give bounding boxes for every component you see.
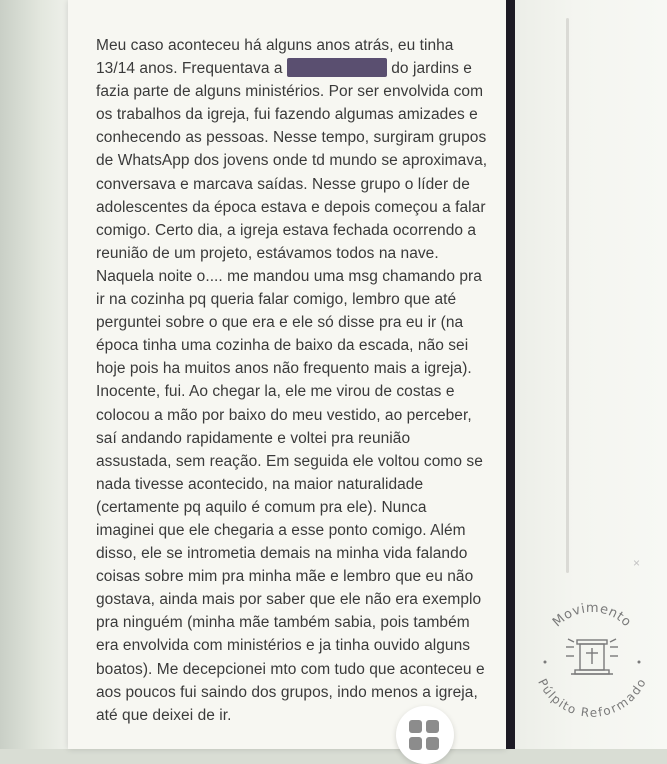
message-text-part2: do jardins e fazia parte de alguns ministérios. Por ser envolvida com os trabalhos da igreja, fui fazendo algumas amizades e conhecendo as pessoas. Nesse tempo, surgiram grupos de WhatsApp dos jovens onde td mundo se aproximava, conversava e marcava saídas. Nesse grupo o líder de adolescentes da época estava e depois começou a falar comigo. Certo dia, a igreja estava fechada ocorrendo a reunião de um projeto, estávamos todos na nave. Naquela noite o.... me mandou uma msg chamando pra ir na cozinha pq queria falar comigo, lembro que até perguntei sobre o que era e ele só disse pra eu ir (na época tinha uma cozinha de baixo da escada, não sei hoje pois ha muitos anos não frequento mais a igreja). Inocente, fui. Ao chegar la, ele me virou de costas e colocou a mão por baixo do meu vestido, ao perceber, saí andando rapidamente e voltei pra reunião assustada, sem reação. Em seguida ele voltou como se nada tivesse acontecido, na maior naturalidade (certamente pq aquilo é comum pra ele). Nunca imaginei que ele chegaria a esse ponto comigo. Além disso, ele se intrometia demais na minha vida falando coisas sobre mim pra minha mãe e lembro que eu não gostava, ainda mais por saber que ele não era exemplo pra ninguém (minha mãe também sabia, pois também era envolvida com ministérios e ja tinha ouvido alguns boatos). Me decepcionei mto com tudo que aconteceu e aos poucos fui saindo dos grupos, indo menos a igreja, até que deixei de ir. <box>96 60 488 724</box>
pulpit-cross-icon <box>566 639 618 674</box>
message-screen[interactable] <box>68 0 506 749</box>
watermark-top-text: Movimento <box>550 600 635 631</box>
watermark-bottom-text: Púlpito Reformado <box>535 676 649 720</box>
watermark-logo <box>528 592 656 720</box>
blurred-background-left <box>0 0 68 749</box>
phone-frame-edge <box>506 0 515 749</box>
grid-icon <box>406 720 442 750</box>
close-icon[interactable]: × <box>633 556 641 570</box>
watermark-dot-left <box>544 661 547 664</box>
menu-fab-button[interactable] <box>396 706 454 764</box>
watermark-svg <box>528 592 656 720</box>
redacted-church-name <box>287 58 387 77</box>
message-text <box>96 34 488 727</box>
scrollbar[interactable] <box>566 18 569 573</box>
watermark-dot-right <box>638 661 641 664</box>
message-text-part1: Meu caso aconteceu há alguns anos atrás, eu tinha 13/14 anos. Frequentava a <box>96 37 454 78</box>
